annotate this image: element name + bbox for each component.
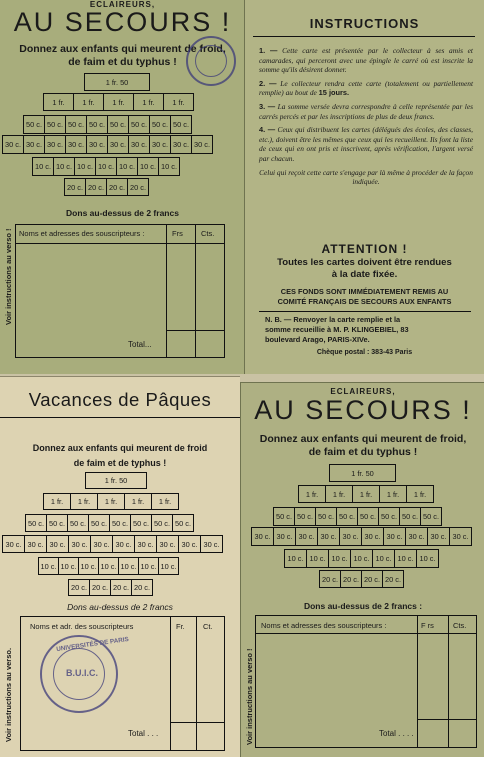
donation-cell[interactable]: 50 c. bbox=[128, 115, 150, 134]
donation-cell[interactable]: 1 fr. bbox=[325, 485, 353, 503]
card-top-left bbox=[0, 0, 245, 374]
card-bottom-left bbox=[0, 376, 240, 757]
donation-cell[interactable]: 10 c. bbox=[32, 157, 54, 176]
donation-cell[interactable]: 30 c. bbox=[65, 135, 87, 154]
donation-cell[interactable]: 1 fr. bbox=[151, 493, 179, 510]
donation-cell[interactable]: 1 fr. bbox=[43, 93, 74, 111]
donation-cell[interactable]: 1 fr. bbox=[163, 93, 194, 111]
table-divider bbox=[196, 616, 197, 751]
instructions-list bbox=[259, 46, 473, 191]
donation-cell[interactable]: 20 c. bbox=[127, 178, 149, 196]
donation-cell[interactable]: 20 c. bbox=[361, 570, 383, 588]
grid-row bbox=[273, 507, 441, 526]
grid-row bbox=[38, 557, 178, 575]
donation-cell[interactable]: 20 c. bbox=[319, 570, 341, 588]
donation-cell[interactable]: 20 c. bbox=[340, 570, 362, 588]
donation-cell[interactable]: 20 c. bbox=[85, 178, 107, 196]
donation-cell[interactable]: 10 c. bbox=[98, 557, 119, 575]
side-note: Voir instructions au verso ! bbox=[245, 648, 254, 745]
donation-cell[interactable]: 50 c. bbox=[107, 115, 129, 134]
donation-cell[interactable]: 20 c. bbox=[106, 178, 128, 196]
donation-cell[interactable]: 30 c. bbox=[23, 135, 45, 154]
donation-cell[interactable]: 10 c. bbox=[95, 157, 117, 176]
donation-cell[interactable]: 30 c. bbox=[361, 527, 384, 546]
subtitle-line1: Donnez aux enfants qui meurent de froid bbox=[32, 443, 208, 453]
donation-cell[interactable]: 50 c. bbox=[67, 514, 89, 532]
side-note: Voir instructions au verso ! bbox=[4, 228, 13, 325]
grid-row bbox=[23, 115, 191, 134]
stamp-text: UNIVERSITÉS DE PARIS bbox=[55, 635, 130, 654]
grid-row bbox=[251, 527, 471, 546]
donation-cell[interactable]: 10 c. bbox=[416, 549, 439, 568]
donation-cell[interactable]: 50 c. bbox=[88, 514, 110, 532]
attention-title: ATTENTION ! bbox=[321, 242, 408, 256]
donation-cell[interactable]: 30 c. bbox=[107, 135, 129, 154]
grid-row bbox=[32, 157, 179, 176]
instruction-item: 1. — Cette carte est présentée par le collecteur à ses amis et camarades, qui perceront avec une épingle le carré où est inscrite la somme qu'ils désirent donner. bbox=[259, 46, 473, 75]
donation-cell[interactable]: 30 c. bbox=[68, 535, 91, 553]
donation-cell[interactable]: 30 c. bbox=[295, 527, 318, 546]
main-title: AU SECOURS ! bbox=[13, 7, 232, 37]
donation-cell[interactable]: 1 fr. 50 bbox=[85, 472, 147, 489]
donation-cell[interactable]: 10 c. bbox=[350, 549, 373, 568]
dons-label: Dons au-dessus de 2 francs bbox=[67, 602, 173, 612]
donation-cell[interactable]: 1 fr. bbox=[124, 493, 152, 510]
donation-cell[interactable]: 10 c. bbox=[78, 557, 99, 575]
col-names-header: Noms et adresses des souscripteurs : bbox=[261, 621, 387, 630]
donation-cell[interactable]: 50 c. bbox=[23, 115, 45, 134]
donation-cell[interactable]: 50 c. bbox=[399, 507, 421, 526]
donation-cell[interactable]: 30 c. bbox=[128, 135, 150, 154]
dons-label: Dons au-dessus de 2 francs : bbox=[303, 601, 423, 611]
donation-cell[interactable]: 30 c. bbox=[449, 527, 472, 546]
donation-cell[interactable]: 1 fr. bbox=[103, 93, 134, 111]
vacances-title: Vacances de Pâques bbox=[28, 389, 212, 410]
donation-cell[interactable]: 10 c. bbox=[328, 549, 351, 568]
donation-cell[interactable]: 30 c. bbox=[2, 135, 24, 154]
table-divider bbox=[195, 224, 196, 358]
grid-row bbox=[64, 178, 148, 196]
grid-row bbox=[2, 535, 222, 553]
instruction-closing: Celui qui reçoit cette carte s'engage par là même à procéder de la façon indiquée. bbox=[259, 167, 473, 187]
subtitle-line2: de faim et du typhus ! bbox=[308, 446, 418, 458]
donation-cell[interactable]: 30 c. bbox=[46, 535, 69, 553]
grid-row bbox=[25, 514, 193, 532]
side-note: Voir instructions au verso. bbox=[4, 647, 13, 742]
donation-cell[interactable]: 30 c. bbox=[339, 527, 362, 546]
donation-cell[interactable]: 30 c. bbox=[251, 527, 274, 546]
grid-row bbox=[298, 485, 433, 503]
nb-line1: N. B. — Renvoyer la carte remplie et la bbox=[265, 315, 401, 324]
postmark-stamp-icon bbox=[186, 36, 236, 86]
donation-cell[interactable]: 30 c. bbox=[317, 527, 340, 546]
table-divider bbox=[448, 615, 449, 748]
org-name: ECLAIREURS, bbox=[89, 0, 156, 9]
donation-cell[interactable]: 50 c. bbox=[170, 115, 192, 134]
donation-cell[interactable]: 50 c. bbox=[273, 507, 295, 526]
donation-cell[interactable]: 1 fr. 50 bbox=[329, 464, 396, 482]
table-divider bbox=[417, 719, 477, 720]
donation-cell[interactable]: 50 c. bbox=[151, 514, 173, 532]
donation-cell[interactable]: 1 fr. bbox=[406, 485, 434, 503]
donation-cell[interactable]: 50 c. bbox=[357, 507, 379, 526]
subscribers-table bbox=[15, 224, 225, 358]
donation-cell[interactable]: 30 c. bbox=[200, 535, 223, 553]
donation-cell[interactable]: 10 c. bbox=[58, 557, 79, 575]
donation-cell[interactable]: 50 c. bbox=[86, 115, 108, 134]
grid-row bbox=[84, 73, 149, 91]
table-divider bbox=[166, 224, 167, 358]
donation-cell[interactable]: 50 c. bbox=[130, 514, 152, 532]
total-label: Total... bbox=[128, 340, 152, 349]
fonds-line1: CES FONDS SONT IMMÉDIATEMENT REMIS AU bbox=[280, 287, 449, 296]
donation-cell[interactable]: 30 c. bbox=[24, 535, 47, 553]
attention-line2: à la date fixée. bbox=[331, 269, 398, 280]
instruction-item: 3. — La somme versée devra correspondre à celle représentée par les carrés percés et par les inscriptions de plus de deux francs. bbox=[259, 101, 473, 121]
donation-cell[interactable]: 20 c. bbox=[110, 579, 132, 596]
donation-cell[interactable]: 30 c. bbox=[170, 135, 192, 154]
donation-cell[interactable]: 50 c. bbox=[315, 507, 337, 526]
cheque-postal: Chèque postal : 383-43 Paris bbox=[316, 349, 413, 356]
grid-row bbox=[319, 570, 403, 588]
donation-cell[interactable]: 10 c. bbox=[372, 549, 395, 568]
attention-line1: Toutes les cartes doivent être rendues bbox=[277, 257, 452, 268]
table-divider bbox=[255, 633, 477, 634]
donation-cell[interactable]: 10 c. bbox=[138, 557, 159, 575]
col-cts-header: Cts. bbox=[201, 229, 215, 238]
donation-cell[interactable]: 50 c. bbox=[46, 514, 68, 532]
donation-cell[interactable]: 1 fr. bbox=[73, 93, 104, 111]
dons-label: Dons au-dessus de 2 francs bbox=[66, 208, 179, 218]
donation-cell[interactable]: 10 c. bbox=[38, 557, 59, 575]
donation-cell[interactable]: 10 c. bbox=[53, 157, 75, 176]
table-divider bbox=[417, 615, 418, 748]
donation-cell[interactable]: 50 c. bbox=[294, 507, 316, 526]
donation-cell[interactable]: 50 c. bbox=[109, 514, 131, 532]
section-rule bbox=[259, 311, 471, 312]
donation-cell[interactable]: 10 c. bbox=[158, 557, 179, 575]
grid-row bbox=[284, 549, 438, 568]
table-divider bbox=[170, 616, 171, 751]
subtitle-line1: Donnez aux enfants qui meurent de froid, bbox=[19, 43, 226, 55]
donation-cell[interactable]: 30 c. bbox=[405, 527, 428, 546]
donation-cell[interactable]: 10 c. bbox=[116, 157, 138, 176]
grid-row bbox=[2, 135, 212, 154]
donation-cell[interactable]: 20 c. bbox=[382, 570, 404, 588]
donation-cell[interactable]: 20 c. bbox=[131, 579, 153, 596]
col-names-header: Noms et adr. des souscripteurs bbox=[30, 622, 134, 631]
table-divider bbox=[166, 330, 225, 331]
stamp-center: B.U.I.C. bbox=[66, 668, 99, 678]
donation-cell[interactable]: 50 c. bbox=[420, 507, 442, 526]
instruction-item: 2. — Le collecteur rendra cette carte (totalement ou partiellement remplie) au bout de 15 jours. bbox=[259, 78, 473, 98]
subtitle-line1: Donnez aux enfants qui meurent de froid, bbox=[259, 433, 467, 445]
donation-cell[interactable]: 30 c. bbox=[178, 535, 201, 553]
title-rule bbox=[0, 417, 240, 418]
donation-cell[interactable]: 20 c. bbox=[68, 579, 90, 596]
org-name: ECLAIREURS, bbox=[330, 387, 396, 396]
donation-cell[interactable]: 1 fr. bbox=[379, 485, 407, 503]
donation-cell[interactable]: 30 c. bbox=[156, 535, 179, 553]
donation-cell[interactable]: 30 c. bbox=[112, 535, 135, 553]
card-top-right-instructions bbox=[245, 0, 484, 374]
subscribers-table bbox=[255, 615, 477, 748]
donation-cell[interactable]: 30 c. bbox=[427, 527, 450, 546]
donation-cell[interactable]: 50 c. bbox=[65, 115, 87, 134]
fonds-line2: COMITÉ FRANÇAIS DE SECOURS AUX ENFANTS bbox=[277, 297, 452, 306]
grid-row bbox=[43, 493, 178, 510]
donation-cell[interactable]: 30 c. bbox=[44, 135, 66, 154]
total-label: Total . . . bbox=[128, 729, 159, 738]
donation-cell[interactable]: 10 c. bbox=[118, 557, 139, 575]
donation-cell[interactable]: 50 c. bbox=[149, 115, 171, 134]
donation-cell[interactable]: 30 c. bbox=[383, 527, 406, 546]
grid-row bbox=[85, 472, 146, 489]
donation-cell[interactable]: 30 c. bbox=[90, 535, 113, 553]
donation-cell[interactable]: 1 fr. 50 bbox=[84, 73, 150, 91]
donation-cell[interactable]: 50 c. bbox=[378, 507, 400, 526]
donation-cell[interactable]: 10 c. bbox=[158, 157, 180, 176]
donation-cell[interactable]: 50 c. bbox=[44, 115, 66, 134]
main-title: AU SECOURS ! bbox=[254, 395, 472, 425]
table-divider bbox=[15, 243, 225, 244]
donation-cell[interactable]: 10 c. bbox=[137, 157, 159, 176]
donation-cell[interactable]: 50 c. bbox=[172, 514, 194, 532]
col-names-header: Noms et adresses des souscripteurs : bbox=[19, 229, 145, 238]
donation-cell[interactable]: 30 c. bbox=[149, 135, 171, 154]
subtitle-line2: de faim et du typhus ! bbox=[68, 56, 177, 68]
donation-cell[interactable]: 50 c. bbox=[25, 514, 47, 532]
donation-cell[interactable]: 20 c. bbox=[64, 178, 86, 196]
subtitle-line2: de faim et de typhus ! bbox=[73, 458, 167, 468]
donation-cell[interactable]: 30 c. bbox=[86, 135, 108, 154]
donation-cell[interactable]: 1 fr. bbox=[43, 493, 71, 510]
donation-cell[interactable]: 1 fr. bbox=[133, 93, 164, 111]
donation-cell[interactable]: 10 c. bbox=[284, 549, 307, 568]
col-frs-header: Frs bbox=[172, 229, 183, 238]
donation-cell[interactable]: 30 c. bbox=[273, 527, 296, 546]
donation-cell[interactable]: 30 c. bbox=[191, 135, 213, 154]
donation-cell[interactable]: 10 c. bbox=[74, 157, 96, 176]
instruction-item: 4. — Ceux qui distribuent les cartes (délégués des écoles, des classes, etc.), doivent être les mêmes que ceux qui les recueillent. Ils font la liste de ceux qui en ont pris et inscrivent, après vérification, l'argent versé par chacun. bbox=[259, 125, 473, 163]
donation-cell[interactable]: 10 c. bbox=[394, 549, 417, 568]
donation-cell[interactable]: 20 c. bbox=[89, 579, 111, 596]
grid-row bbox=[43, 93, 193, 111]
table-divider bbox=[170, 722, 225, 723]
col-frs-header: F rs bbox=[421, 621, 434, 630]
title-rule bbox=[253, 36, 475, 37]
total-label: Total . . . . bbox=[379, 729, 414, 738]
donation-cell[interactable]: 1 fr. bbox=[298, 485, 326, 503]
nb-line3: boulevard Arago, PARIS-XIVe. bbox=[265, 335, 370, 344]
donation-cell[interactable]: 10 c. bbox=[306, 549, 329, 568]
donation-cell[interactable]: 50 c. bbox=[336, 507, 358, 526]
instructions-title: INSTRUCTIONS bbox=[309, 16, 420, 31]
donation-cell[interactable]: 1 fr. bbox=[352, 485, 380, 503]
donation-cell[interactable]: 1 fr. bbox=[97, 493, 125, 510]
card-bottom-right bbox=[240, 382, 484, 757]
donation-cell[interactable]: 30 c. bbox=[2, 535, 25, 553]
col-frs-header: Fr. bbox=[176, 622, 185, 631]
donation-cell[interactable]: 30 c. bbox=[134, 535, 157, 553]
grid-row bbox=[329, 464, 395, 482]
col-cts-header: Ct. bbox=[203, 622, 213, 631]
col-cts-header: Cts. bbox=[453, 621, 467, 630]
grid-row bbox=[68, 579, 152, 596]
donation-cell[interactable]: 1 fr. bbox=[70, 493, 98, 510]
nb-line2: somme recueillie à M. P. KLINGEBIEL, 83 bbox=[265, 325, 409, 334]
university-stamp-icon bbox=[40, 635, 130, 713]
